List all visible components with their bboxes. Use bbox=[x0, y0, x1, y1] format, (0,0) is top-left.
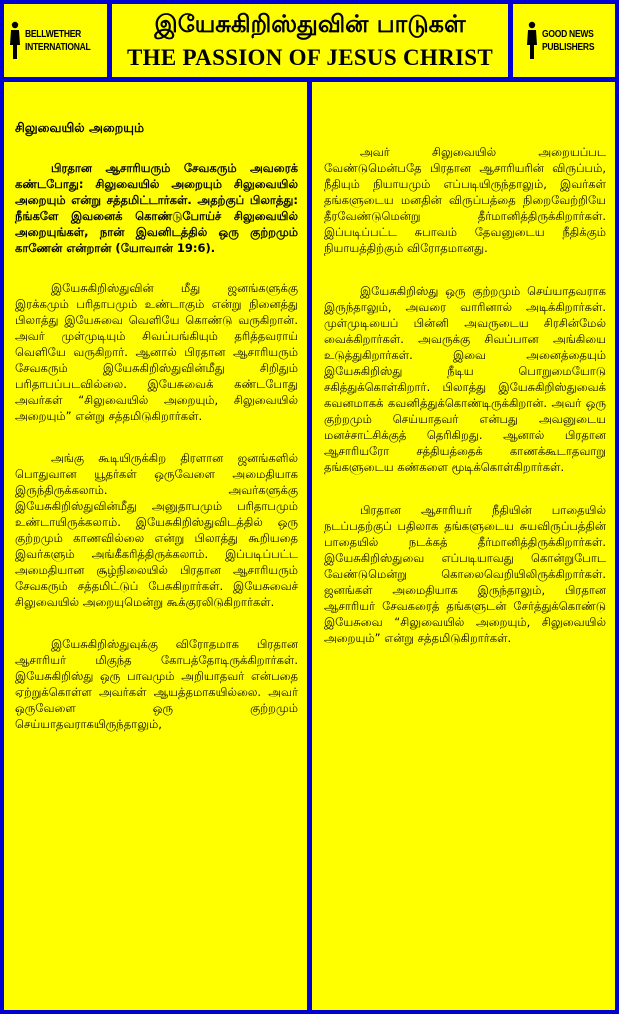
body-paragraph: இயேசுகிறிஸ்து ஒரு குற்றமும் செய்யாதவராக இருந்தாலும், அவரை வாரினால் அடிக்கிறார்கள். முள்முடியைப் பின்னி அவருடைய சிரசின்மேல் வைக்கிறார்கள். அவருக்கு சிவப்பான அங்கியை உடுத்துகிறார்கள். இவை அனைத்தையும் இயேசுகிறிஸ்து நீடிய பொறுமையோடு சகித்துக்கொள்கிறார். பிலாத்து இயேசுகிறிஸ்துவைக் கவனமாகக் கவனித்துக்கொண்டிருக்கிறான். அவர் ஒரு குற்றமும் செய்யாதவர் என்பது அவனுடைய மனச்சாட்சிக்குத் தெரிகிறது. ஆனால் பிரதான ஆசாரியரோ சத்தியத்தைக் காணக்கூடாதவாறு தங்களுடைய கண்களை மூடிக்கொள்கிறார்கள். bbox=[324, 284, 606, 474]
title-tamil: இயேசுகிறிஸ்துவின் பாடுகள் bbox=[154, 10, 466, 38]
body-paragraph: அவர் சிலுவையில் அறையப்பட வேண்டுமென்பதே பிரதான ஆசாரியரின் விருப்பம், நீதியும் நியாயமும் எப்படியிருந்தாலும், இவர்கள் தங்களுடைய மனதின் விருப்பத்தை நிறைவேற்றியே தீரவேண்டுமென்று தீர்மானித்திருக்கிறார்கள். இப்படிப்பட்ட சுபாவம் தேவனுடைய நீதிக்கும் நியாயத்திற்கும் விரோதமானது. bbox=[324, 145, 606, 255]
left-logo-line2: INTERNATIONAL bbox=[25, 41, 91, 53]
section-heading: சிலுவையில் அறையும் bbox=[15, 120, 145, 135]
right-logo-line2: PUBLISHERS bbox=[541, 41, 595, 53]
left-column bbox=[4, 82, 307, 1010]
bellwether-logo bbox=[4, 4, 107, 77]
body-paragraph: இயேசுகிறிஸ்துவுக்கு விரோதமாக பிரதான ஆசாரியர் மிகுந்த கோபத்தோடிருக்கிறார்கள். இயேசுகிறிஸ்து ஒரு பாவமும் அறியாதவர் என்பதை ஏற்றுக்கொள்ள அவர்கள் ஆயத்தமாகயில்லை. அவர் ஒருவேளை ஒரு குற்றமும் செய்யாதவராகயிருந்தாலும், bbox=[15, 637, 298, 731]
figure-icon bbox=[525, 21, 539, 61]
left-logo-line1: BELLWETHER bbox=[25, 28, 82, 40]
scripture-paragraph: பிரதான ஆசாரியரும் சேவகரும் அவரைக் கண்டபோது: சிலுவையில் அறையும் சிலுவையில் அறையும் என்று சத்தமிட்டார்கள். அதற்குப் பிலாத்து: நீங்களே இவனைக் கொண்டுபோய்ச் சிலுவையில் அறையுங்கள், நான் இவனிடத்தில் ஒரு குற்றமும் காணேன் என்றான் (யோவான் 19:6). bbox=[15, 161, 298, 255]
title-english: THE PASSION OF JESUS CHRIST bbox=[127, 45, 493, 70]
body-paragraph: இயேசுகிறிஸ்துவின் மீது ஜனங்களுக்கு இரக்கமும் பரிதாபமும் உண்டாகும் என்று நினைத்து பிலாத்து இயேசுவை வெளியே கொண்டு வருகிறான். அவர் முள்முடியும் சிவப்பங்கியும் தரித்தவராய் வெளியே வருகிறார். ஆனால் பிரதான ஆசாரியரும் சேவகரும் இயேசுகிறிஸ்துவின்மீது சிறிதும் பரிதாபப்படவில்லை. இயேசுவைக் கண்டபோது அவர்கள் “சிலுவையில் அறையும், சிலுவையில் அறையும்” என்று சத்தமிடுகிறார்கள். bbox=[15, 281, 298, 423]
right-logo-line1: GOOD NEWS bbox=[541, 28, 594, 40]
good-news-logo bbox=[513, 4, 615, 77]
right-column bbox=[312, 82, 615, 1010]
title-banner bbox=[112, 4, 508, 77]
figure-icon bbox=[8, 21, 22, 61]
body-paragraph: அங்கு கூடியிருக்கிற திரளான ஜனங்களில் பொதுவான யூதர்கள் ஒருவேளை அமைதியாக இருந்திருக்கலாம். அவர்களுக்கு இயேசுகிறிஸ்துவின்மீது அனுதாபமும் பரிதாபமும் உண்டாயிருக்கலாம். இயேசுகிறிஸ்துவிடத்தில் ஒரு குற்றமும் காணவில்லை என்று பிலாத்து கூறியதை இவர்களும் அங்கீகரித்திருக்கலாம். இப்படிப்பட்ட அமைதியான சூழ்நிலையில் பிரதான ஆசாரியரும் சேவகரும் சத்தமிட்டுப் பேசுகிறார்கள். இயேசுவைச் சிலுவையில் அறையுமென்று கூக்குரலிடுகிறார்கள். bbox=[15, 451, 298, 609]
body-paragraph: பிரதான ஆசாரியர் நீதியின் பாதையில் நடப்பதற்குப் பதிலாக தங்களுடைய சுயவிருப்பத்தின் பாதையில் நடக்கத் தீர்மானித்திருக்கிறார்கள். இயேசுகிறிஸ்துவை எப்படியாவது கொன்றுபோட வேண்டுமென்று கொலைவெறியிலிருக்கிறார்கள். ஜனங்கள் அமைதியாக இருந்தாலும், பிரதான ஆசாரியர் சேவகரைத் தங்களுடன் சேர்த்துக்கொண்டு இயேசுவை “சிலுவையில் அறையும், சிலுவையில் அறையும்” என்று சத்தமிடுகிறார்கள். bbox=[324, 503, 606, 645]
